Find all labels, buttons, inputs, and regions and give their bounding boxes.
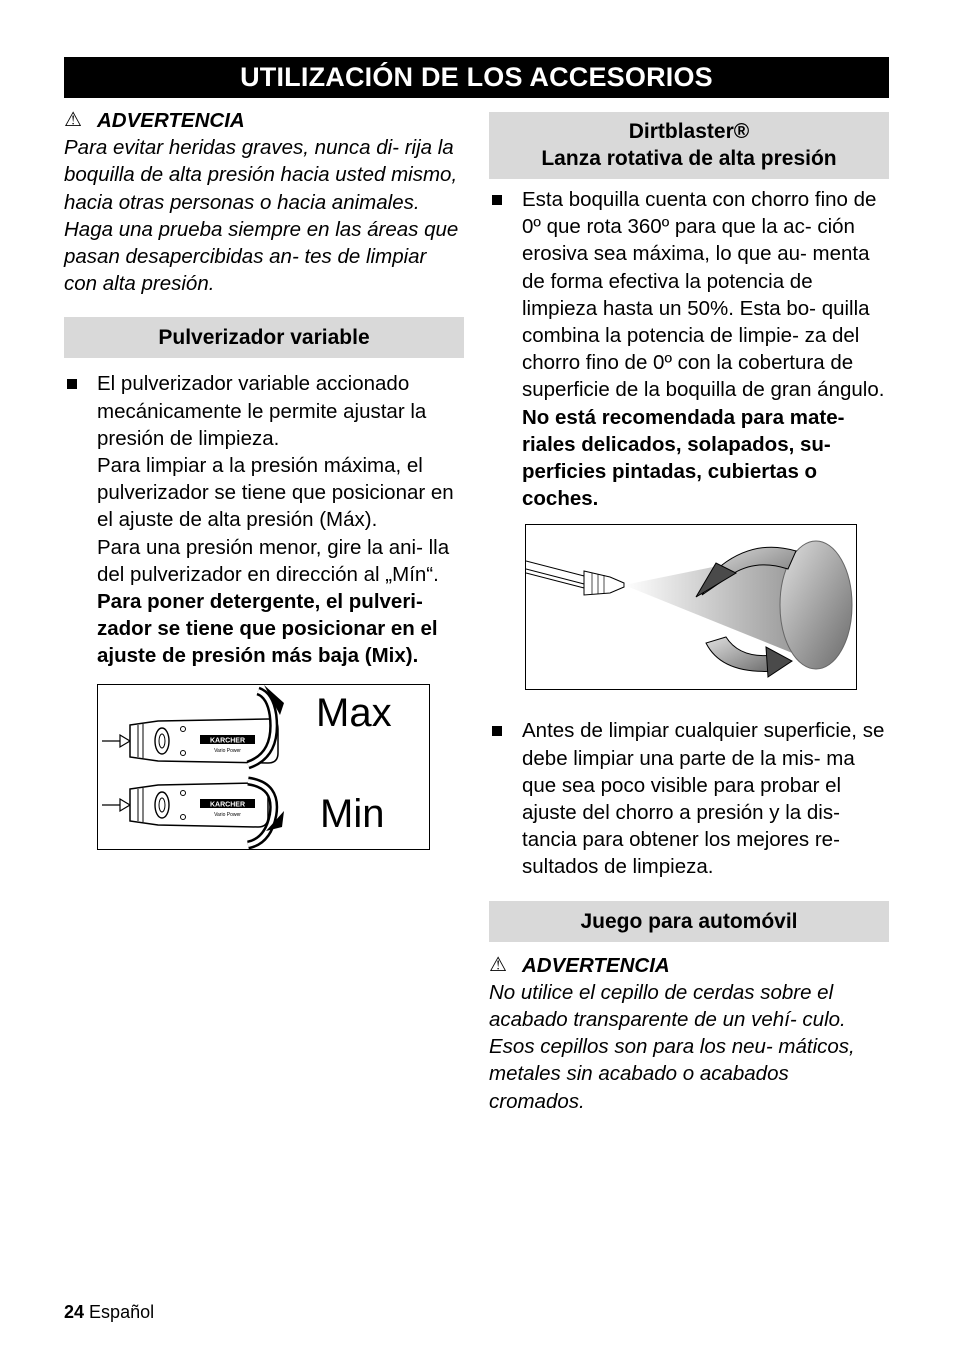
dirtblaster-figure <box>525 524 857 690</box>
page-footer <box>64 1302 154 1323</box>
footer-language: Español <box>89 1302 155 1322</box>
square-bullet-icon <box>64 370 97 397</box>
wand-max-drawing <box>102 719 278 763</box>
warning-heading <box>64 107 464 134</box>
warning-heading <box>489 952 889 979</box>
warning-label: ADVERTENCIA <box>97 109 245 132</box>
section-heading-dirtblaster <box>489 112 889 179</box>
bullet-text: Para una presión menor, gire la ani- lla del pulverizador en dirección al „Mín“. <box>97 535 450 586</box>
max-label: Max <box>316 690 392 735</box>
list-item <box>489 186 889 512</box>
square-bullet-icon <box>489 186 522 213</box>
bullet-warning-bold: No está recomendada para mate- riales delicados, solapados, su- perficies pintadas, cubiertas o coches. <box>522 405 845 511</box>
min-label: Min <box>320 791 385 836</box>
list-item <box>64 370 464 669</box>
spray-wand-figure <box>97 684 430 850</box>
warning-text: Haga una prueba siempre en las áreas que pasan desapercibidas an- tes de limpiar con alta presión. <box>64 217 459 296</box>
warning-triangle-icon: ⚠ <box>489 953 507 976</box>
bullet-text: El pulverizador variable accionado mecánicamente le permite ajustar la presión de limpieza. <box>97 372 427 450</box>
left-column <box>64 107 464 850</box>
brand-logo: KARCHER <box>210 801 245 809</box>
section-heading-line: Dirtblaster® <box>628 120 750 143</box>
bullet-text: Antes de limpiar cualquier superficie, se debe limpiar una parte de la mis- ma que sea poco visible para probar el ajuste del chorro a presión y la dis- tancia para obtener los mejores re- sultados de limpieza. <box>522 719 885 879</box>
model-label: Vario Power <box>214 747 241 754</box>
rotating-nozzle-illustration <box>526 525 856 689</box>
brand-logo: KARCHER <box>210 737 245 745</box>
section-heading-line: Lanza rotativa de alta presión <box>541 147 837 170</box>
page-number: 24 <box>64 1302 85 1322</box>
section-heading-pulverizador: Pulverizador variable <box>64 317 464 358</box>
bullet-text: Esta boquilla cuenta con chorro fino de 0º que rota 360º para que la ac- ción erosiva sea máxima, lo que au- menta de forma efectiva la potencia de limpieza hasta un 50%. Esta bo- quilla combina la potencia de limpie- za del chorro fino de 0º con la cobertura de superficie de la boquilla de gran ángulo. <box>522 188 885 402</box>
section-heading-juego: Juego para automóvil <box>489 901 889 942</box>
warning-label: ADVERTENCIA <box>522 953 670 977</box>
square-bullet-icon <box>489 717 522 744</box>
right-column <box>489 112 889 1115</box>
page-title: UTILIZACIÓN DE LOS ACCESORIOS <box>64 57 889 98</box>
list-item <box>489 717 889 880</box>
model-label: Vario Power <box>214 811 241 818</box>
wand-min-drawing <box>102 783 268 827</box>
spray-wand-illustration <box>98 685 429 849</box>
warning-text: No utilice el cepillo de cerdas sobre el acabado transparente de un vehí- culo. Esos cepillos son para los neu- máticos, metales sin acabado o acabados cromados. <box>489 980 855 1113</box>
bullet-warning-bold: Para poner detergente, el pulveri- zador se tiene que posicionar en el ajuste de presión más baja (Mix). <box>97 590 438 668</box>
rotate-arrow-icon <box>766 647 792 677</box>
warning-triangle-icon: ⚠ <box>64 109 82 131</box>
bullet-text: Para limpiar a la presión máxima, el pulverizador se tiene que posicionar en el ajuste de alta presión (Máx). <box>97 454 454 532</box>
warning-text: Para evitar heridas graves, nunca di- rija la boquilla de alta presión hacia usted mismo, hacia otras personas o hacia animales. <box>64 136 458 214</box>
